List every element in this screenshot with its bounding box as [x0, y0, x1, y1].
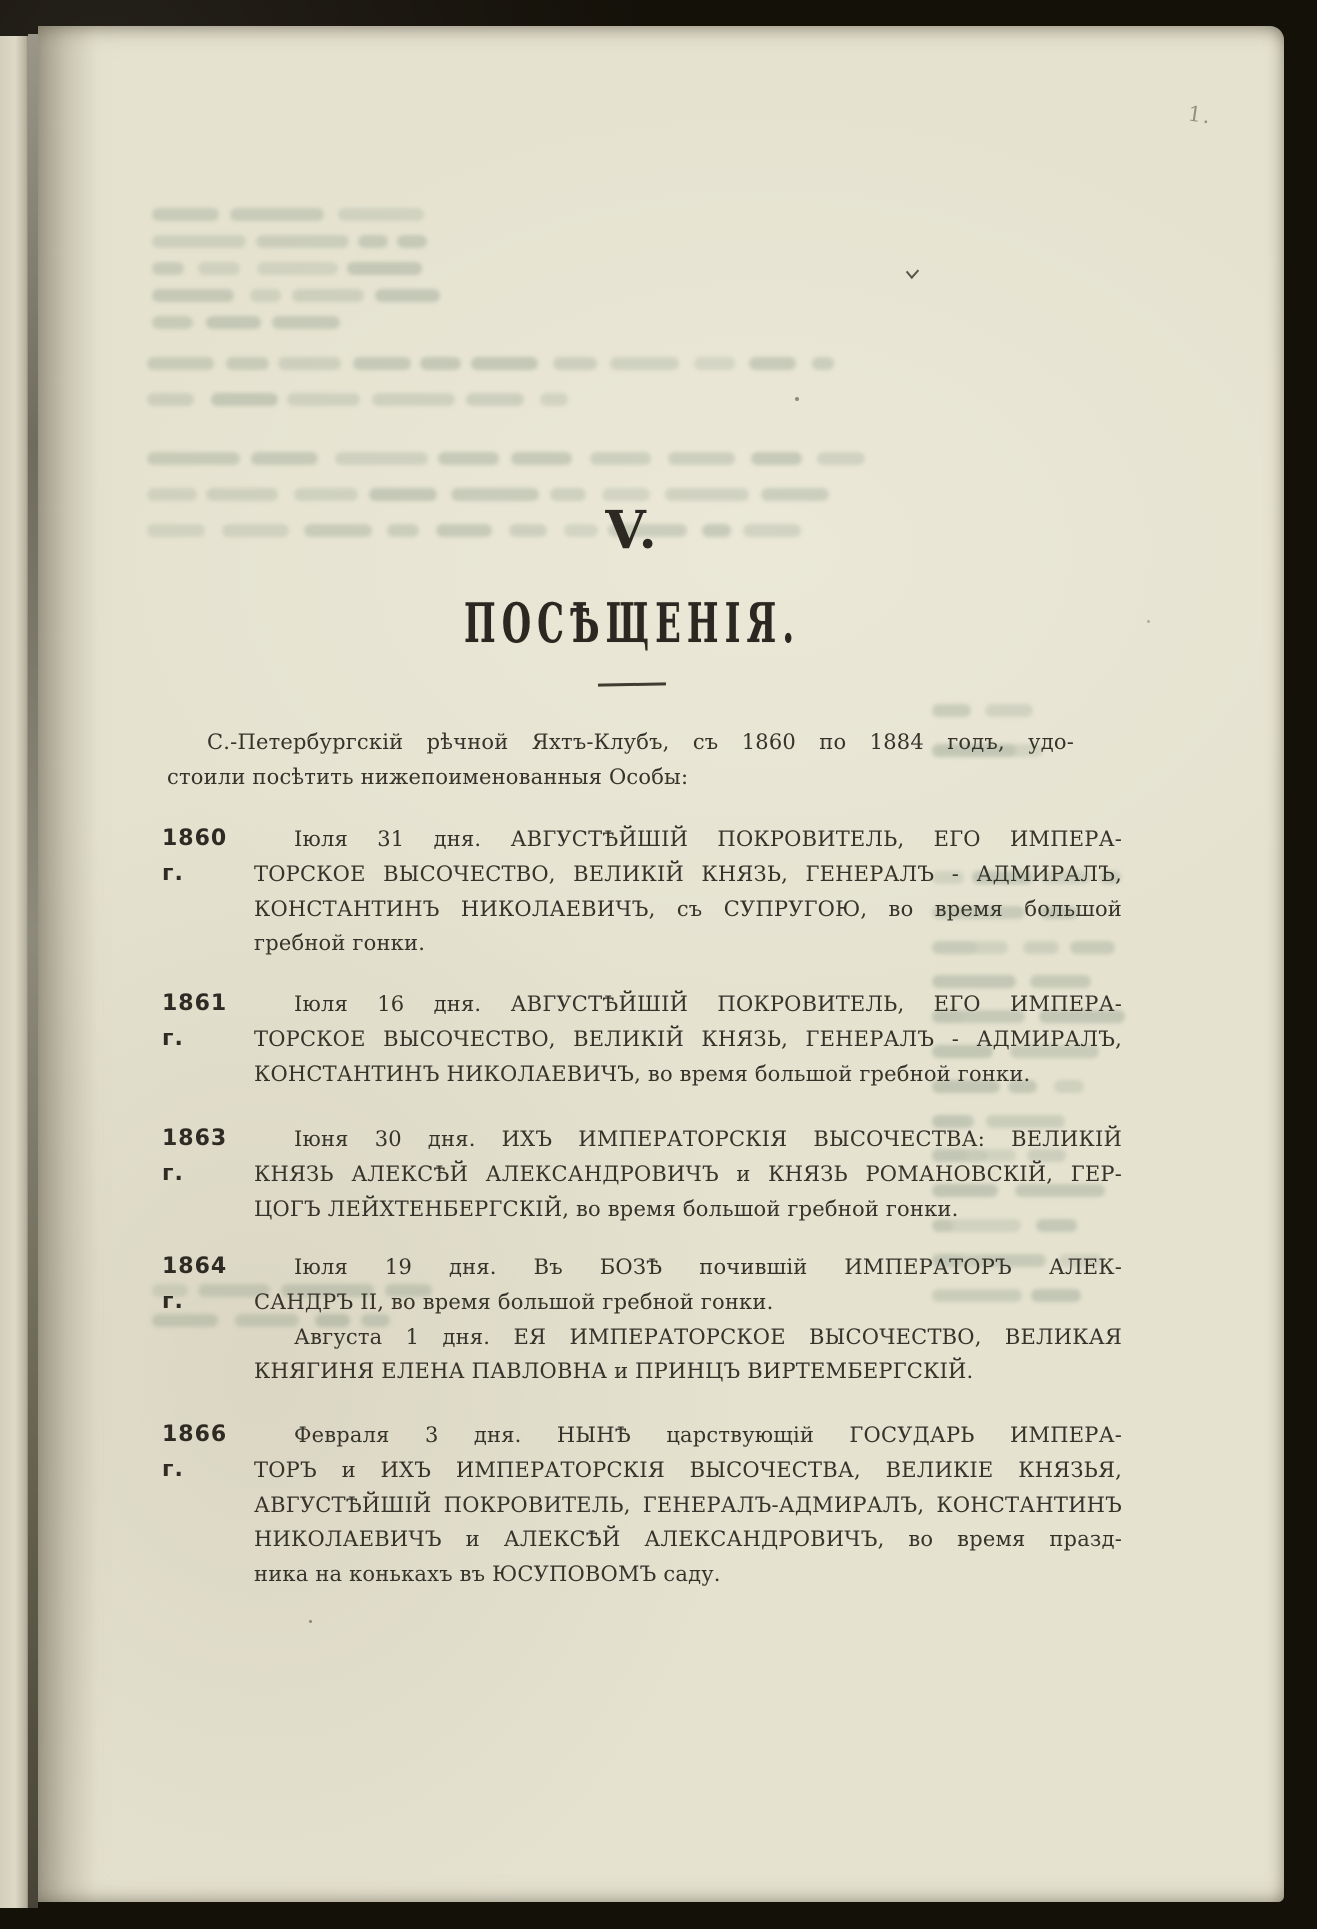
- entry-line: Іюля 31 дня. АВГУСТѢЙШІЙ ПОКРОВИТЕЛЬ, ЕГО ИМПЕРА-: [294, 827, 1122, 851]
- ink-speck: [309, 1620, 312, 1623]
- entry-line: АВГУСТѢЙШІЙ ПОКРОВИТЕЛЬ, ГЕНЕРАЛЪ-АДМИРАЛЪ, КОНСТАНТИНЪ: [254, 1492, 1122, 1517]
- year-label: 1863 г.: [162, 1126, 228, 1186]
- entry-line: Августа 1 дня. ЕЯ ИМПЕРАТОРСКОЕ ВЫСОЧЕСТВО, ВЕЛИКАЯ: [294, 1324, 1122, 1349]
- section-numeral: V.: [605, 500, 659, 561]
- bleed-through-text: [152, 200, 452, 335]
- ink-speck: [1147, 620, 1150, 623]
- entry-line: ТОРЪ и ИХЪ ИМПЕРАТОРСКІЯ ВЫСОЧЕСТВА, ВЕЛИКІЕ КНЯЗЬЯ,: [254, 1457, 1122, 1482]
- page-title-text: ПОСѢЩЕНІЯ.: [463, 591, 801, 655]
- year-label: 1864 г.: [162, 1254, 228, 1314]
- entry-line: ника на конькахъ въ ЮСУПОВОМЪ саду.: [254, 1562, 721, 1587]
- underlying-page-edge: [0, 36, 28, 1908]
- intro-paragraph: [167, 725, 1074, 795]
- year-label: 1860 г.: [162, 826, 228, 886]
- ink-speck: [795, 397, 799, 401]
- entry-line: Іюня 30 дня. ИХЪ ИМПЕРАТОРСКІЯ ВЫСОЧЕСТВА: ВЕЛИКІЙ: [294, 1127, 1122, 1151]
- entry-line: САНДРЪ II, во время большой гребной гонки.: [254, 1289, 774, 1314]
- ink-speck: [906, 264, 919, 279]
- entry-line: КОНСТАНТИНЪ НИКОЛАЕВИЧЪ, съ СУПРУГОЮ, во время большой: [254, 896, 1122, 921]
- page-title: [167, 592, 1097, 654]
- pencil-mark: 1.: [1186, 101, 1214, 129]
- title-divider: [598, 682, 666, 686]
- entry-line: ТОРСКОЕ ВЫСОЧЕСТВО, ВЕЛИКІЙ КНЯЗЬ, ГЕНЕРАЛЪ - АДМИРАЛЪ,: [254, 1026, 1122, 1051]
- entry-line: КНЯЗЬ АЛЕКСѢЙ АЛЕКСАНДРОВИЧЪ и КНЯЗЬ РОМАНОВСКІЙ, ГЕР-: [254, 1161, 1122, 1186]
- book-page: [38, 26, 1284, 1902]
- gutter-crease: [28, 34, 38, 1908]
- entry-line: ЦОГЪ ЛЕЙХТЕНБЕРГСКІЙ, во время большой гребной гонки.: [254, 1196, 959, 1221]
- entry-line: Февраля 3 дня. НЫНѢ царствующій ГОСУДАРЬ ИМПЕРА-: [294, 1423, 1122, 1447]
- entry-line: НИКОЛАЕВИЧЪ и АЛЕКСѢЙ АЛЕКСАНДРОВИЧЪ, во время празд-: [254, 1527, 1122, 1552]
- year-label: 1861 г.: [162, 991, 228, 1051]
- entry-line: КНЯГИНЯ ЕЛЕНА ПАВЛОВНА и ПРИНЦЪ ВИРТЕМБЕРГСКІЙ.: [254, 1359, 974, 1384]
- year-label: 1866 г.: [162, 1422, 228, 1482]
- bleed-through-text: [147, 345, 907, 417]
- gutter-shadow: [38, 26, 110, 1902]
- entry-line: Іюля 16 дня. АВГУСТѢЙШІЙ ПОКРОВИТЕЛЬ, ЕГО ИМПЕРА-: [294, 992, 1122, 1016]
- entry-line: Іюля 19 дня. Въ БОЗѢ почившій ИМПЕРАТОРЪ АЛЕК-: [294, 1255, 1122, 1279]
- intro-line: С.-Петербургскій рѣчной Яхтъ-Клубъ, съ 1860 по 1884 годъ, удо-: [207, 730, 1074, 754]
- intro-line: стоили посѣтить нижепоименованныя Особы:: [167, 764, 689, 789]
- entry-line: гребной гонки.: [254, 931, 426, 956]
- entry-line: ТОРСКОЕ ВЫСОЧЕСТВО, ВЕЛИКІЙ КНЯЗЬ, ГЕНЕРАЛЪ - АДМИРАЛЪ,: [254, 861, 1122, 886]
- entry-line: КОНСТАНТИНЪ НИКОЛАЕВИЧЪ, во время большой гребной гонки.: [254, 1061, 1031, 1086]
